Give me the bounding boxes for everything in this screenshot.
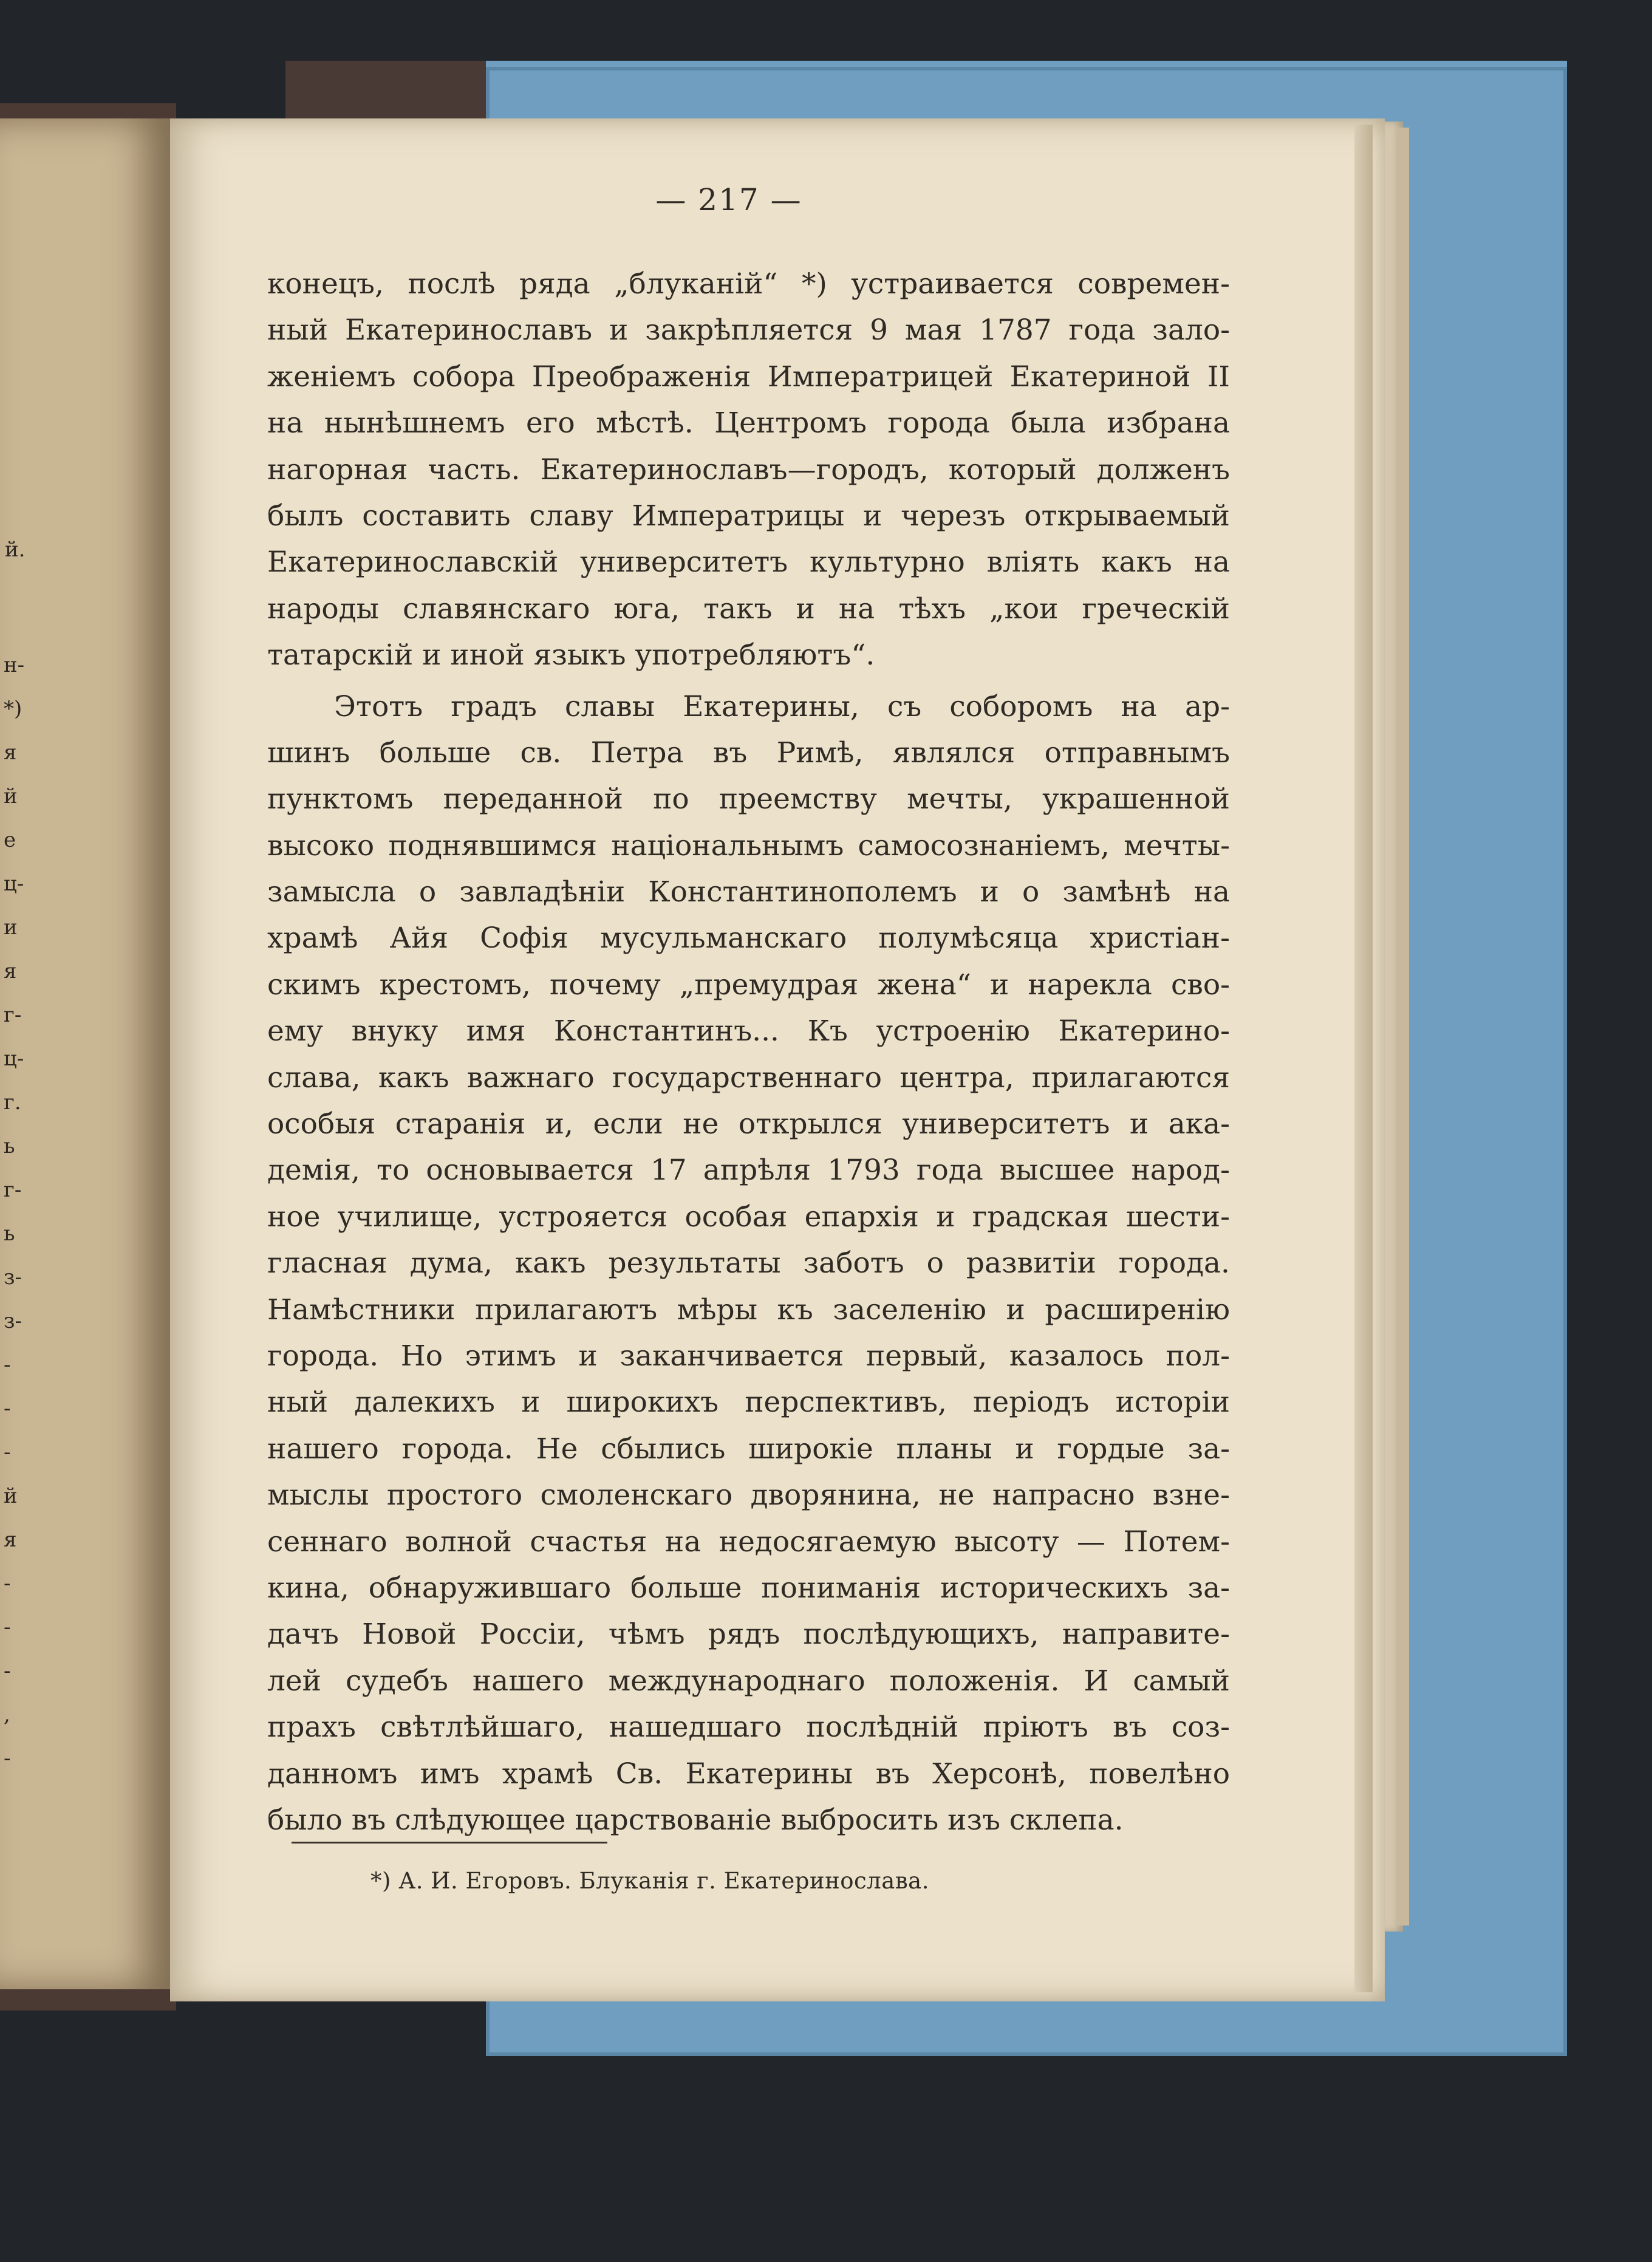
text-line: народы славянскаго юга, такъ и на тѣхъ „кои греческій: [267, 592, 1230, 626]
left-page-fragment: г.: [4, 1090, 21, 1115]
text-line: нашего города. Не сбылись широкіе планы и гордые за-: [267, 1432, 1230, 1466]
left-page-fragment: ,: [4, 1703, 10, 1727]
text-line: Екатеринославскій университетъ культурно вліять какъ на: [267, 545, 1230, 579]
text-line: татарскій и иной языкъ употребляютъ“.: [267, 638, 875, 672]
left-page-fragment: ь: [4, 1222, 15, 1246]
left-page-fragment: з-: [4, 1309, 22, 1333]
page-stack-edge-inner: [1397, 128, 1409, 1925]
text-line: гласная дума, какъ результаты заботъ о развитіи города.: [267, 1246, 1230, 1280]
left-page-fragment: й.: [5, 538, 26, 562]
text-line: лей судебъ нашего международнаго положенія. И самый: [267, 1664, 1230, 1698]
text-line: особыя старанія и, если не открылся университетъ и ака-: [267, 1107, 1230, 1141]
page-edge: [1354, 125, 1373, 1992]
text-line: ное училище, устрояется особая епархія и градская шести-: [267, 1200, 1230, 1234]
footnote-rule: [292, 1842, 607, 1843]
text-line: скимъ крестомъ, почему „премудрая жена“ и нарекла сво-: [267, 968, 1230, 1002]
body-text: [267, 261, 1230, 1843]
text-line: ный Екатеринославъ и закрѣпляется 9 мая 1787 года зало-: [267, 313, 1230, 347]
left-page-text-fragments: [0, 118, 170, 1989]
left-facing-page: [0, 118, 170, 1989]
left-page-fragment: ц-: [4, 872, 24, 896]
left-page-fragment: -: [4, 1746, 11, 1771]
text-line: Намѣстники прилагаютъ мѣры къ заселенію и расширенію: [267, 1293, 1230, 1327]
left-page-fragment: н-: [4, 653, 25, 677]
text-line: пунктомъ переданной по преемству мечты, украшенной: [267, 782, 1230, 816]
text-line: дачъ Новой Россіи, чѣмъ рядъ послѣдующихъ, направите-: [267, 1618, 1230, 1652]
text-line: слава, какъ важнаго государственнаго центра, прилагаются: [267, 1061, 1230, 1095]
text-line: Этотъ градъ славы Екатерины, съ соборомъ на ар-: [334, 689, 1230, 723]
left-page-fragment: з-: [4, 1265, 22, 1290]
text-line: былъ составить славу Императрицы и черезъ открываемый: [267, 499, 1230, 533]
left-page-fragment: е: [4, 828, 16, 852]
left-page-fragment: -: [4, 1353, 11, 1377]
left-page-fragment: ь: [4, 1134, 15, 1158]
text-line: сеннаго волной счастья на недосягаемую высоту — Потем-: [267, 1525, 1230, 1559]
text-line: на нынѣшнемъ его мѣстѣ. Центромъ города была избрана: [267, 406, 1230, 440]
text-line: кина, обнаружившаго больше пониманія историческихъ за-: [267, 1571, 1230, 1605]
left-page-fragment: -: [4, 1396, 11, 1421]
left-page-fragment: г-: [4, 1003, 22, 1027]
page-number: — 217 —: [655, 182, 802, 217]
left-page-fragment: -: [4, 1659, 11, 1683]
text-line: храмѣ Айя Софія мусульманскаго полумѣсяца христіан-: [267, 921, 1230, 955]
left-page-fragment: я: [4, 959, 17, 983]
text-line: прахъ свѣтлѣйшаго, нашедшаго послѣдній пріютъ въ соз-: [267, 1710, 1230, 1744]
text-line: шинъ больше св. Петра въ Римѣ, являлся отправнымъ: [267, 736, 1230, 770]
book-spine-top: [285, 61, 486, 121]
text-line: нагорная часть. Екатеринославъ—городъ, который долженъ: [267, 453, 1230, 487]
text-line: ему внуку имя Константинъ... Къ устроенію Екатерино-: [267, 1014, 1230, 1048]
paragraph: [267, 261, 1230, 679]
text-line: демія, то основывается 17 апрѣля 1793 года высшее народ-: [267, 1153, 1230, 1187]
left-page-fragment: -: [4, 1615, 11, 1639]
left-page-fragment: й: [4, 784, 18, 808]
text-line: мыслы простого смоленскаго дворянина, не напрасно взне-: [267, 1478, 1230, 1512]
text-line: высоко поднявшимся національнымъ самосознаніемъ, мечты-: [267, 829, 1230, 863]
text-line: было въ слѣдующее царствованіе выбросить изъ склепа.: [267, 1803, 1124, 1837]
left-page-fragment: -: [4, 1571, 11, 1596]
text-line: замысла о завладѣніи Константинополемъ и о замѣнѣ на: [267, 875, 1230, 909]
paragraph: [267, 684, 1230, 1844]
text-line: города. Но этимъ и заканчивается первый, казалось пол-: [267, 1339, 1230, 1373]
left-page-fragment: я: [4, 740, 17, 765]
left-page-fragment: *): [4, 697, 22, 721]
left-page-fragment: г-: [4, 1178, 22, 1202]
left-page-fragment: й: [4, 1484, 18, 1508]
footnote: *) А. И. Егоровъ. Блуканія г. Екатеринослава.: [370, 1868, 929, 1894]
left-page-fragment: -: [4, 1440, 11, 1464]
text-line: ный далекихъ и широкихъ перспективъ, періодъ исторіи: [267, 1386, 1230, 1420]
left-page-fragment: и: [4, 915, 18, 940]
left-page-fragment: ц-: [4, 1047, 24, 1071]
text-line: данномъ имъ храмѣ Св. Екатерины въ Херсонѣ, повелѣно: [267, 1757, 1230, 1791]
left-page-fragment: я: [4, 1528, 17, 1552]
text-line: конецъ, послѣ ряда „блуканій“ *) устраивается современ-: [267, 267, 1230, 301]
text-line: женіемъ собора Преображенія Императрицей Екатериной II: [267, 360, 1230, 394]
